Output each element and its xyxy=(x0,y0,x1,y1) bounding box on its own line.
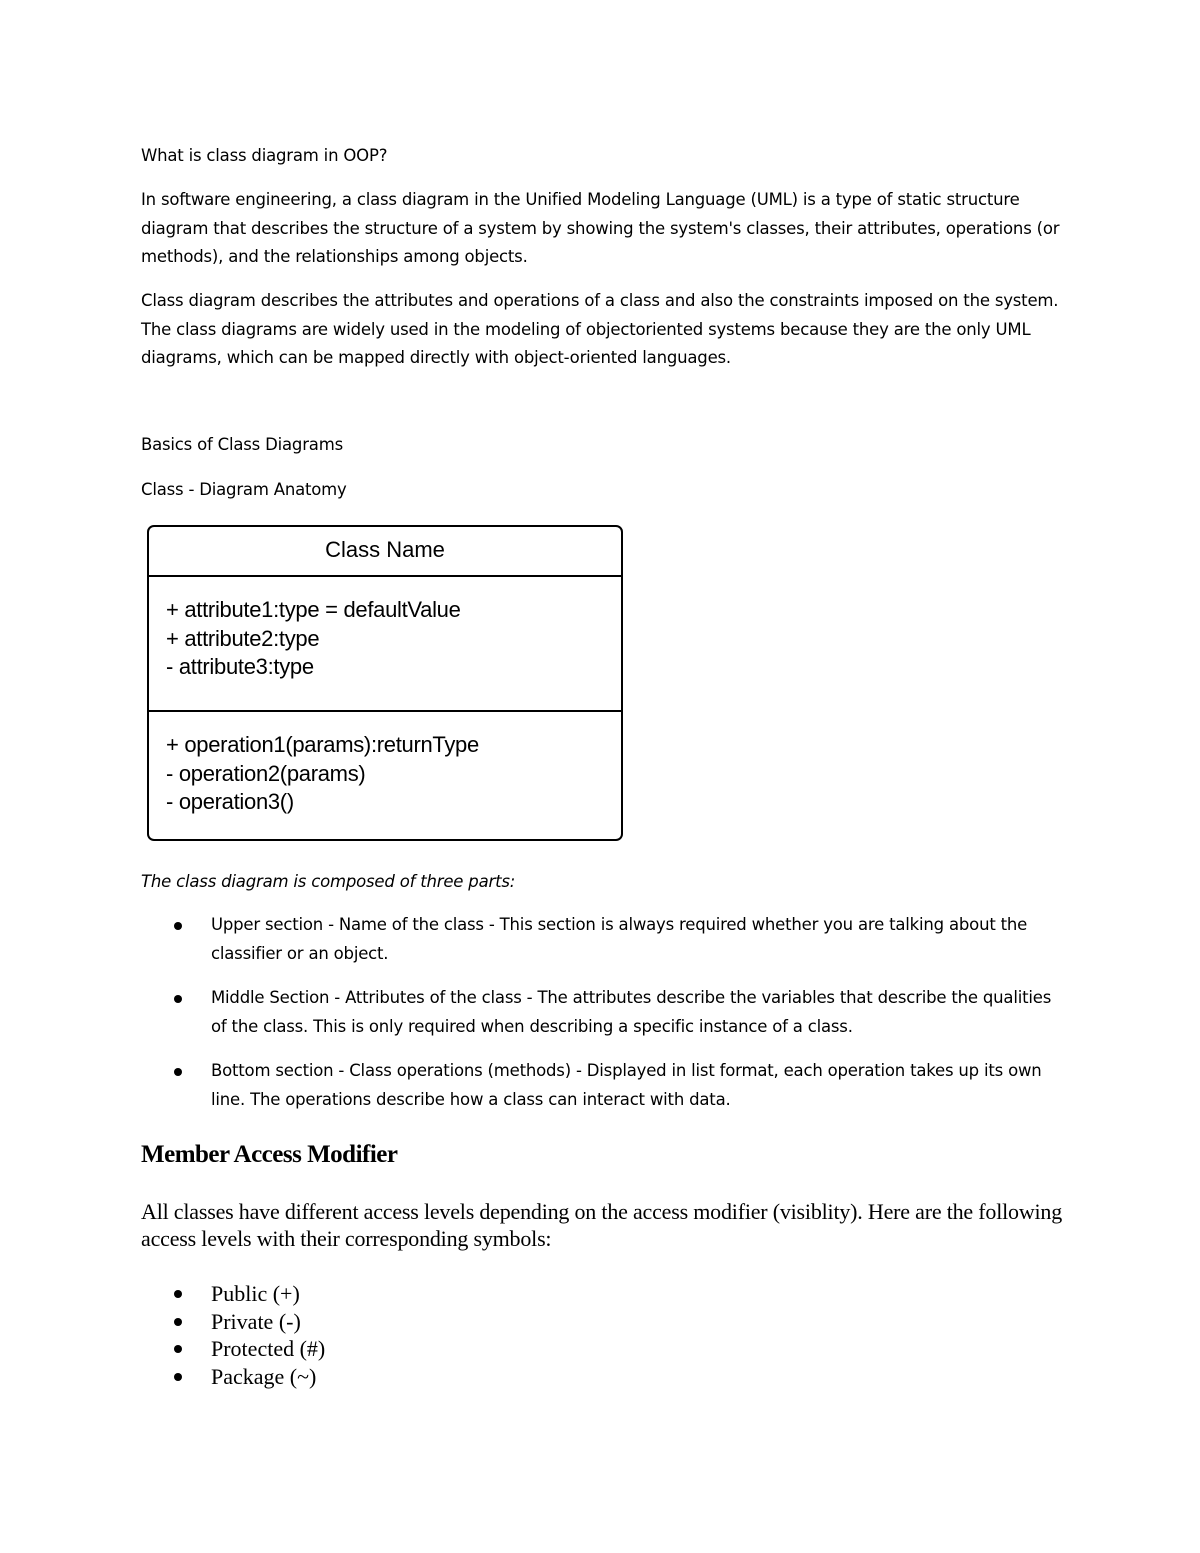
uml-operation: - operation3() xyxy=(166,789,294,814)
access-modifier-heading: Member Access Modifier xyxy=(141,1141,398,1168)
bullet-icon xyxy=(174,1373,182,1381)
list-item xyxy=(141,1280,325,1308)
uml-attribute: + attribute2:type xyxy=(166,625,320,651)
uml-operations-section xyxy=(149,712,621,817)
list-item-text: Bottom section - Class operations (methods) - Displayed in list format, each operation takes up its own line. The operations describe how a class can interact with data. xyxy=(211,1061,1042,1109)
question-heading: What is class diagram in OOP? xyxy=(141,146,388,165)
uml-attribute: - attribute3:type xyxy=(166,654,314,679)
bullet-icon xyxy=(174,922,182,930)
bullet-icon xyxy=(174,1068,182,1076)
list-item xyxy=(141,1308,325,1336)
access-levels-list xyxy=(141,1280,325,1390)
uml-operation: - operation2(params) xyxy=(166,760,366,786)
list-item xyxy=(141,984,1071,1041)
uml-attribute: + attribute1:type = defaultValue xyxy=(166,597,461,622)
parts-caption: The class diagram is composed of three parts: xyxy=(141,872,516,891)
uml-attributes-section xyxy=(149,577,621,712)
uml-operation: + operation1(params):returnType xyxy=(166,732,479,757)
parts-list xyxy=(141,911,1071,1114)
list-item-text: Protected (#) xyxy=(211,1336,326,1361)
uml-class-diagram xyxy=(147,525,623,841)
bullet-icon xyxy=(174,1318,182,1326)
list-item-text: Public (+) xyxy=(211,1281,300,1306)
list-item-text: Upper section - Name of the class - This section is always required whether you are talking about the classifier or an object. xyxy=(211,915,1028,963)
bullet-icon xyxy=(174,1345,182,1353)
list-item-text: Package (~) xyxy=(211,1363,317,1389)
access-paragraph: All classes have different access levels depending on the access modifier (visiblity). Here are the following access levels with their corresponding symbols: xyxy=(141,1199,1063,1251)
basics-title: Basics of Class Diagrams xyxy=(141,435,343,454)
list-item-text: Private (-) xyxy=(211,1308,301,1334)
list-item-text: Middle Section - Attributes of the class - The attributes describe the variables that describe the qualities of the class. This is only required when describing a specific instance of a class. xyxy=(211,988,1052,1036)
anatomy-subtitle: Class - Diagram Anatomy xyxy=(141,480,347,499)
list-item xyxy=(141,1335,325,1363)
uml-class-name: Class Name xyxy=(149,527,621,577)
intro-paragraph-2: Class diagram describes the attributes and operations of a class and also the constraints imposed on the system. The class diagrams are widely used in the modeling of objectoriented systems because they are the only UML diagrams, which can be mapped directly with object-oriented languages. xyxy=(141,291,1059,367)
list-item xyxy=(141,911,1071,968)
list-item xyxy=(141,1363,325,1391)
list-item xyxy=(141,1057,1071,1114)
bullet-icon xyxy=(174,1290,182,1298)
bullet-icon xyxy=(174,995,182,1003)
intro-paragraph-1: In software engineering, a class diagram in the Unified Modeling Language (UML) is a type of static structure diagram that describes the structure of a system by showing the system's classes, their attributes, operations (or methods), and the relationships among objects. xyxy=(141,190,1060,266)
